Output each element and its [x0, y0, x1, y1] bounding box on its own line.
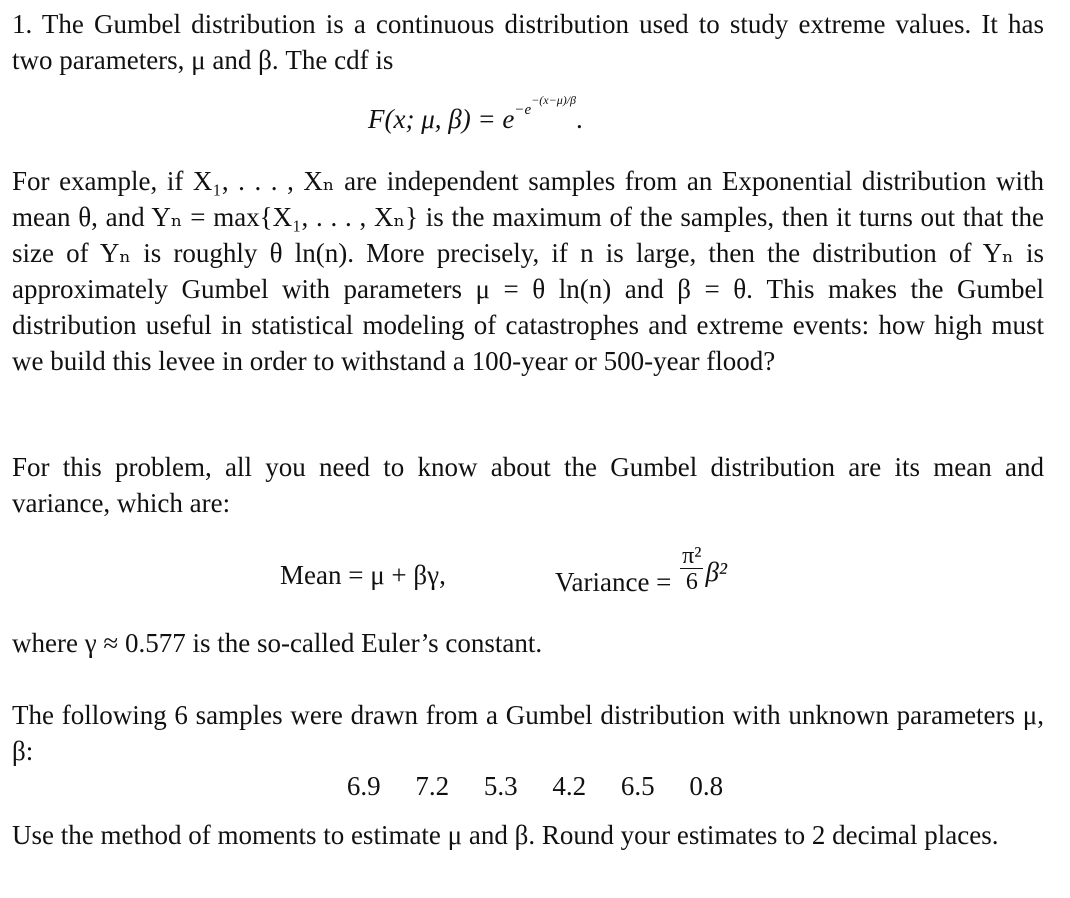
- samples-intro-paragraph: The following 6 samples were drawn from a Gumbel distribution with unknown parameters μ, β:: [12, 700, 1044, 766]
- sample-value: 6.9: [346, 771, 381, 801]
- sample-values: [0, 768, 1070, 804]
- intro-paragraph: 1. The Gumbel distribution is a continuous distribution used to study extreme values. It has two parameters, μ and β. The cdf is: [12, 9, 1044, 75]
- problem-setup-paragraph: For this problem, all you need to know about the Gumbel distribution are its mean and variance, which are:: [12, 452, 1044, 518]
- variance-fraction: [680, 544, 703, 594]
- euler-constant-note: where γ ≈ 0.577 is the so-called Euler’s constant.: [12, 628, 543, 658]
- variance-beta-squared: β²: [705, 557, 728, 588]
- cdf-period: .: [576, 104, 583, 134]
- fraction-numerator: π²: [682, 543, 702, 569]
- sample-value: 4.2: [552, 771, 587, 801]
- fraction-denominator: 6: [685, 569, 698, 595]
- mean-formula: Mean = μ + βγ,: [280, 560, 446, 590]
- example-paragraph: For example, if X₁, . . . , Xₙ are independent samples from an Exponential distribution with mean θ, and Yₙ = max{X₁, . . . , Xₙ} is the maximum of the samples, then it turns out that the size of Yₙ is roughly θ ln(n). More precisely, if n is large, then the distribution of Yₙ is approximately Gumbel with parameters μ = θ ln(n) and β = θ. This makes the Gumbel distribution useful in statistical modeling of catastrophes and extreme events: how high must we build this levee in order to withstand a 100-year or 500-year flood?: [12, 166, 1044, 376]
- sample-value: 7.2: [415, 771, 450, 801]
- cdf-inner-exponent: −(x−μ)/β: [531, 93, 577, 107]
- task-instruction: Use the method of moments to estimate μ and β. Round your estimates to 2 decimal places.: [12, 820, 999, 850]
- sample-value: 5.3: [483, 771, 518, 801]
- variance-label: Variance =: [555, 567, 672, 598]
- cdf-lhs: F(x; μ, β) = e: [368, 104, 515, 134]
- sample-value: 0.8: [689, 771, 724, 801]
- sample-value: 6.5: [620, 771, 655, 801]
- cdf-exponent: −e: [514, 102, 532, 118]
- variance-formula: [555, 543, 728, 598]
